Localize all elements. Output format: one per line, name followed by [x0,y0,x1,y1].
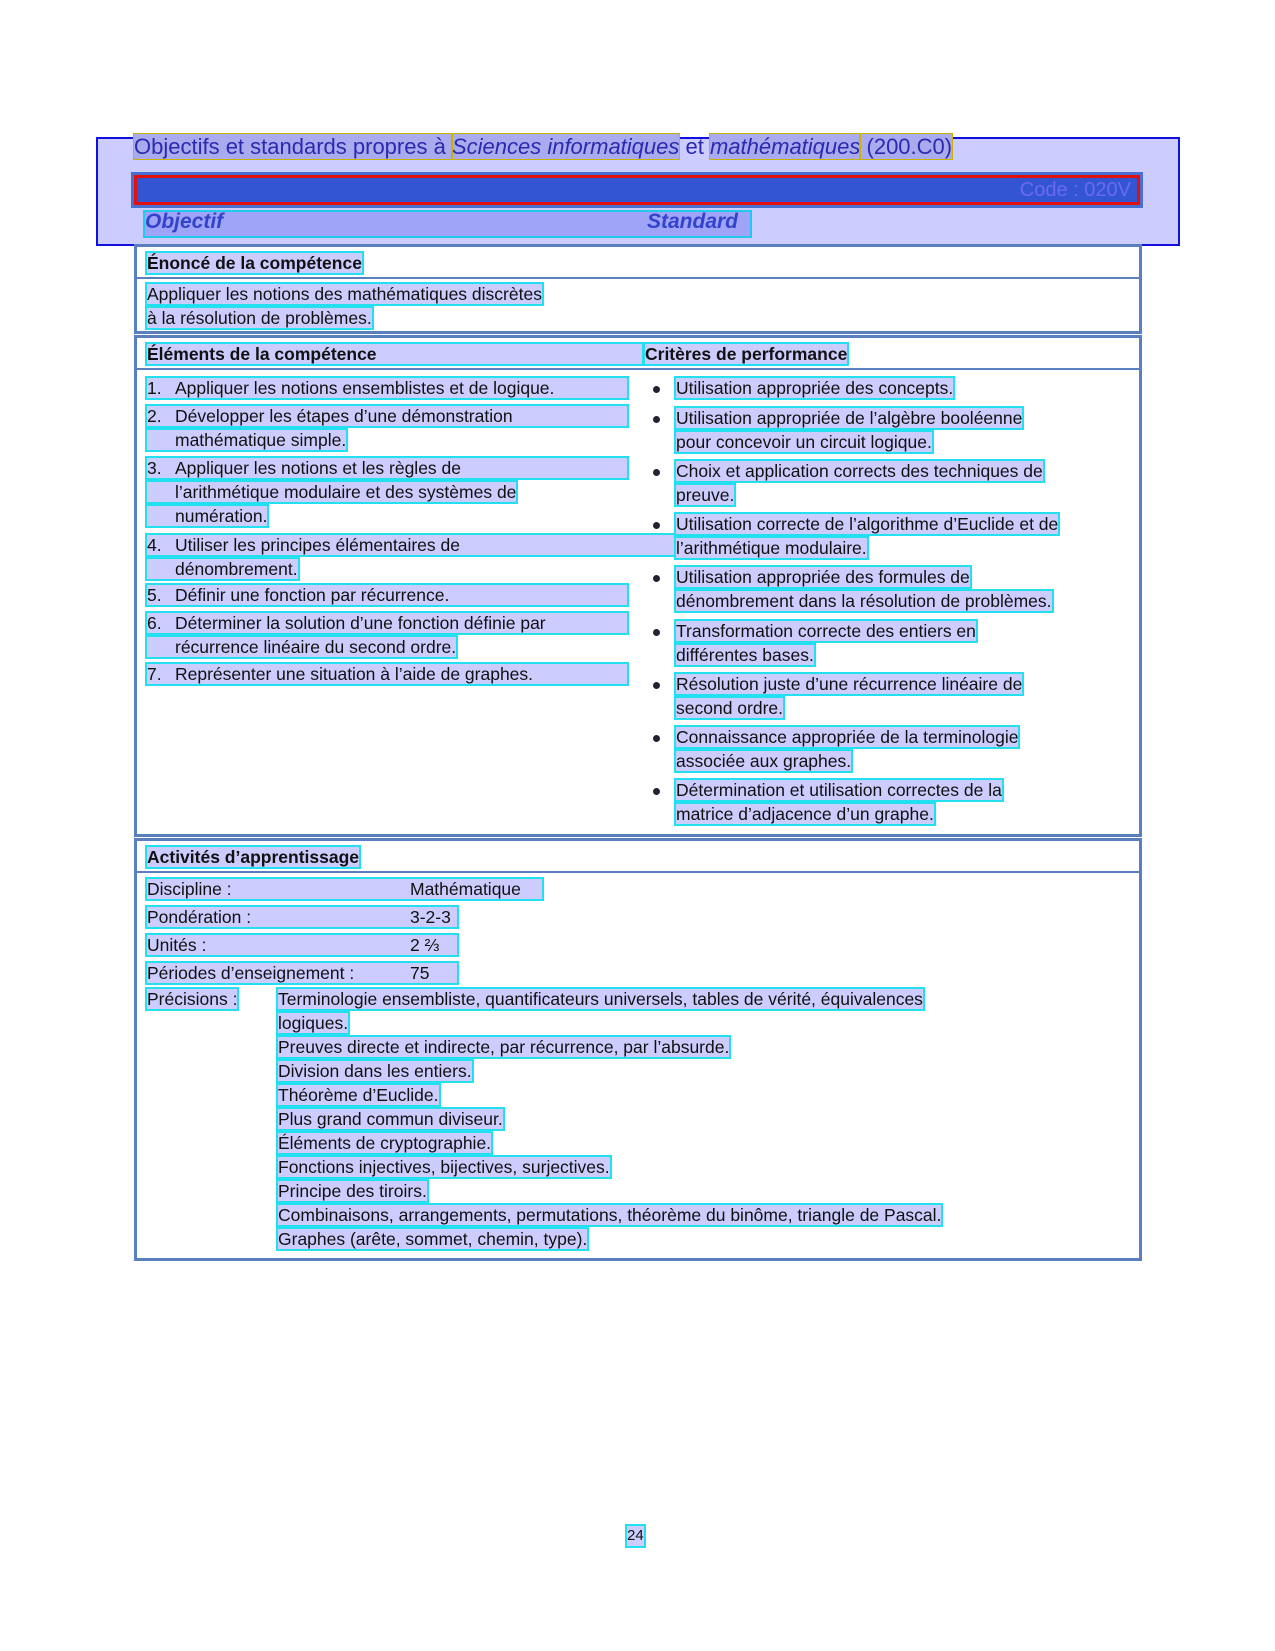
precision-line: Théorème d’Euclide. [278,1085,439,1105]
bullet-icon [653,629,660,636]
element-item [147,613,627,633]
criterion-text: Transformation correcte des entiers en [676,621,976,641]
element-text: récurrence linéaire du second ordre. [175,637,457,657]
precision-line: Fonctions injectives, bijectives, surjectives. [278,1157,610,1177]
divider [137,368,1139,370]
element-number: 1. [147,378,162,398]
objectif-standard-row [145,212,750,236]
precision-line: Principe des tiroirs. [278,1181,427,1201]
precision-line: Terminologie ensembliste, quantificateurs universels, tables de vérité, équivalences [278,989,923,1009]
element-text: mathématique simple. [175,430,347,450]
field-value: Mathématique [410,879,521,899]
criterion-text: Connaissance appropriée de la terminologie [676,727,1019,747]
enonce-heading: Énoncé de la compétence [147,253,362,273]
criterion-text: associée aux graphes. [676,751,852,771]
element-item [147,430,346,450]
bullet-icon [653,469,660,476]
activites-heading: Activités d’apprentissage [147,847,360,867]
field-label: Unités : [147,935,207,955]
bullet-icon [653,416,660,423]
criterion-text: pour concevoir un circuit logique. [676,432,932,452]
criteria-heading: Critères de performance [645,344,848,364]
bullet-icon [653,788,660,795]
course-code: Code : 020V [1019,179,1131,201]
divider [137,277,1139,279]
bullet-icon [653,522,660,529]
element-number: 5. [147,585,162,605]
criterion-text: Utilisation appropriée de l’algèbre booléenne [676,408,1023,428]
element-item [147,378,627,398]
field-label: Périodes d’enseignement : [147,963,355,983]
enonce-section [134,244,1142,334]
element-text: numération. [175,506,268,526]
precision-line: logiques. [278,1013,349,1033]
criterion-text: Utilisation correcte de l’algorithme d’Euclide et de [676,514,1059,534]
criterion-text: dénombrement dans la résolution de problèmes. [676,591,1052,611]
page-title: Objectifs et standards propres à Sciences informatiques et mathématiques (200.C0) [134,134,953,159]
element-text: Appliquer les notions et les règles de [175,458,462,478]
elements-heading: Éléments de la compétence [147,344,377,364]
element-item [147,406,627,426]
element-number: 3. [147,458,162,478]
element-text: Appliquer les notions ensemblistes et de logique. [175,378,555,398]
activites-section [134,838,1142,1261]
bullet-icon [653,735,660,742]
element-number: 6. [147,613,162,633]
criterion-text: Détermination et utilisation correctes de la [676,780,1002,800]
element-item [147,458,627,478]
criterion-text: matrice d’adjacence d’un graphe. [676,804,934,824]
enonce-line: à la résolution de problèmes. [147,308,372,328]
precisions-label: Précisions : [147,989,238,1009]
element-item [147,506,267,526]
precision-line: Preuves directe et indirecte, par récurrence, par l’absurde. [278,1037,730,1057]
field-label: Discipline : [147,879,232,899]
element-number: 7. [147,664,162,684]
precision-line: Division dans les entiers. [278,1061,472,1081]
criterion-text: Choix et application corrects des techniques de [676,461,1043,481]
field-value: 3-2-3 [410,907,451,927]
field-label: Pondération : [147,907,252,927]
element-number: 4. [147,535,162,555]
element-text: Déterminer la solution d’une fonction définie par [175,613,546,633]
criterion-text: preuve. [676,485,735,505]
field-value: 75 [410,963,430,983]
criterion-text: l’arithmétique modulaire. [676,538,867,558]
precision-line: Plus grand commun diviseur. [278,1109,503,1129]
bullet-icon [653,386,660,393]
criterion-text: Résolution juste d’une récurrence linéaire de [676,674,1023,694]
element-text: Développer les étapes d’une démonstration [175,406,513,426]
element-text: Utiliser les principes élémentaires de [175,535,460,555]
element-item [147,559,298,579]
precision-line: Graphes (arête, sommet, chemin, type). [278,1229,588,1249]
criterion-text: différentes bases. [676,645,814,665]
criterion-text: Utilisation appropriée des concepts. [676,378,954,398]
page-number: 24 [627,1527,644,1544]
bullet-icon [653,575,660,582]
criterion-text: Utilisation appropriée des formules de [676,567,970,587]
element-item [147,585,627,605]
element-text: dénombrement. [175,559,298,579]
divider [137,871,1139,873]
element-item [147,637,456,657]
element-text: Définir une fonction par récurrence. [175,585,450,605]
objectif-heading: Objectif [145,210,224,233]
element-item [147,482,516,502]
precision-line: Éléments de cryptographie. [278,1133,492,1153]
element-number: 2. [147,406,162,426]
precision-line: Combinaisons, arrangements, permutations, théorème du binôme, triangle de Pascal. [278,1205,942,1225]
element-item [147,664,627,684]
standard-heading: Standard [647,210,739,233]
criterion-text: second ordre. [676,698,784,718]
element-text: l’arithmétique modulaire et des systèmes de [175,482,517,502]
element-text: Représenter une situation à l’aide de graphes. [175,664,534,684]
code-bar [134,175,1140,205]
elements-section [134,335,1142,837]
field-value: 2 ⅔ [410,935,440,955]
bullet-icon [653,682,660,689]
enonce-line: Appliquer les notions des mathématiques discrètes [147,284,542,304]
